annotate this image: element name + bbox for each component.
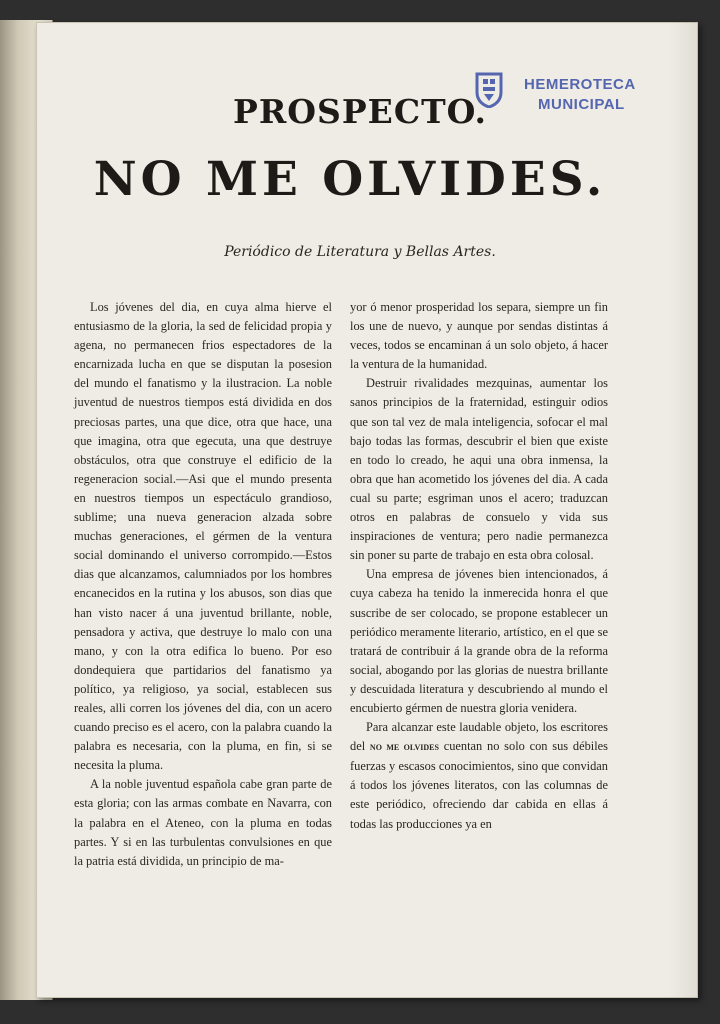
newspaper-subtitle: Periódico de Literatura y Bellas Artes. (224, 244, 496, 260)
paragraph-continuation: yor ó menor prosperidad los separa, siempre un fin los une de nuevo, y aunque por sendas distintas á veces, todos se encaminan á un solo objeto, á hacer la ventura de la humanidad. (350, 300, 608, 372)
text-column-right (350, 298, 608, 834)
text-column-left (74, 298, 332, 871)
paragraph: Destruir rivalidades mezquinas, aumentar los sanos principios de la fraternidad, estinguir odios que son tal vez de mala inteligencia, sofocar el mal bajo todas las formas, descubrir el bien que existe en todo lo creado, he aqui una obra inmensa, la obra que han acometido los jóvenes del dia. A cada cual su parte; esgriman unos el acero; traduzcan otros en palabras de consuelo y vida sus inspiraciones de ventura; pero nadie permanezca sin poner su parte de trabajo en esta obra colosal. (350, 376, 608, 563)
paragraph: Una empresa de jóvenes bien intencionados, á cuya cabeza ha tenido la inmerecida honra el que suscribe de ser colocado, se propone establecer un periódico meramente literario, artístico, en el que se tratará de contribuir á la grande obra de la reforma social, abogando por las glorias de nuestra brillante y descuidada literatura y descubriendo al mundo el encubierto gérmen de nuestra gloria venidera. (350, 567, 608, 715)
stamp-text-line1: HEMEROTECA (524, 76, 636, 93)
prospectus-heading: PROSPECTO. (233, 92, 487, 131)
paragraph-text: cuentan no solo con sus débiles fuerzas y escasos conocimientos, sino que convidan á todos los jóvenes literatos, con las columnas de este periódico, ofreciendo dar cabida en ellas á todas las producciones ya en (350, 739, 608, 831)
paragraph-text: Para alcanzar este laudable objeto, los escritores del (350, 720, 608, 754)
newspaper-name-inline: no me olvides (369, 741, 439, 754)
paragraph: Los jóvenes del dia, en cuya alma hierve el entusiasmo de la gloria, la sed de felicidad propia y agena, no permanecen frios espectadores de la encarnizada lucha en que se disputan la posesion del mundo el fanatismo y la ilustracion. La noble juventud de nuestros tiempos está dividida en dos preciosas partes, una que dice, otra que hace, una que imagina, otra que egecuta, una que destruye obstáculos, otra que construye el edificio de la regeneracion social.—Asi que el mundo presenta en nuestros tiempos un espectáculo grandioso, sublime; una nueva generacion alzada sobre muchas generaciones, el gérmen de la ventura social dominando el universo corrompido.—Estos dias que alcanzamos, calumniados por los hombres encanecidos en la rutina y los abusos, son dias que han visto nacer á una juventud brillante, noble, pensadora y activa, que destruye lo malo con una mano, y con la otra edifica lo bueno. Por eso dondequiera que partidarios del fanatismo ya político, ya religioso, ya social, establecen sus reales, alli corren los jóvenes del dia, con un acero cuando preciso es el acero, con la palabra cuando la palabra es necesaria, con la pluma, en fin, si se necesita la pluma. (74, 300, 332, 773)
paragraph (350, 718, 608, 834)
newspaper-title: NO ME OLVIDES. (93, 152, 607, 207)
paragraph: A la noble juventud española cabe gran parte de esta gloria; con las armas combate en Navarra, con la palabra en el Ateneo, con la pluma en todas partes. Y si en las turbulentas convulsiones en que la patria está dividida, un principio de ma- (74, 777, 332, 868)
stamp-text-line2: MUNICIPAL (538, 96, 625, 113)
